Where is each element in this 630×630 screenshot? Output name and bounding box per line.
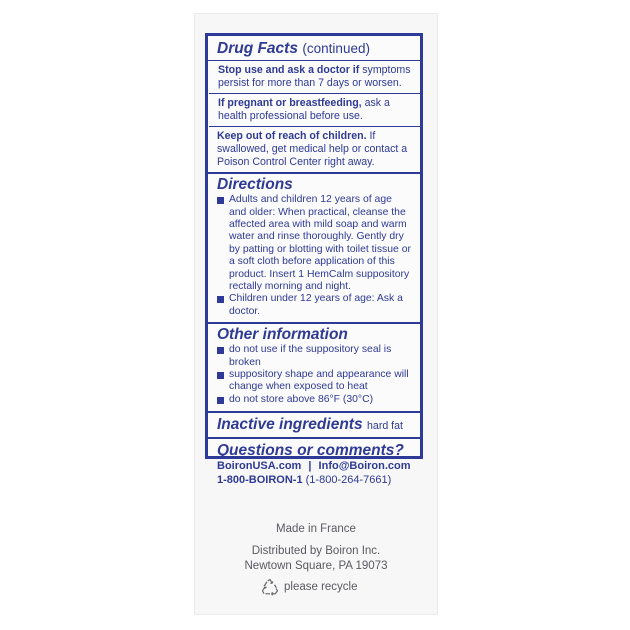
- bullet-square-icon: [217, 347, 224, 354]
- questions-section: [208, 439, 420, 490]
- bullet-square-icon: [217, 197, 224, 204]
- pregnant-bold: If pregnant or breastfeeding,: [218, 97, 362, 110]
- stop-use-warning: [209, 61, 420, 94]
- address-label: Newtown Square, PA 19073: [244, 560, 388, 572]
- recycle-row: [261, 578, 358, 596]
- bullet-square-icon: [217, 296, 224, 303]
- directions-item: [217, 194, 412, 293]
- drug-facts-title-suffix: (continued): [302, 41, 370, 56]
- directions-heading: Directions: [217, 176, 293, 194]
- other-information-item: [217, 394, 412, 406]
- inactive-ingredients-heading: Inactive ingredients: [217, 416, 363, 434]
- other-information-heading: Other information: [217, 326, 348, 344]
- inactive-ingredients-section: [208, 413, 420, 439]
- distributor-label: Distributed by Boiron Inc.: [251, 545, 381, 557]
- stop-use-text: symptoms persist for more than 7 days or worsen.: [218, 64, 411, 89]
- directions-item-text: Adults and children 12 years of age and older: When practical, cleanse the affected area with mild soap and warm water and rinse thoroughly. Gently dry by patting or blotting with toilet tissue or a soft cloth before application of this product. Insert 1 HemCalm suppository rectally morning and night.: [229, 194, 411, 292]
- stop-use-bold: Stop use and ask a doctor if: [218, 64, 360, 76]
- phone-text: (1-800-264-7661): [305, 474, 392, 487]
- email-link: Info@Boiron.com: [318, 460, 411, 473]
- phone-bold: 1-800-BOIRON-1: [217, 474, 303, 487]
- questions-heading: Questions or comments?: [217, 442, 404, 460]
- other-information-item: [217, 369, 412, 394]
- keep-out-text: If swallowed, get medical help or contact a Poison Control Center right away.: [217, 130, 408, 168]
- phone-line: [217, 473, 412, 487]
- other-information-item-text: do not store above 86°F (30°C): [229, 393, 374, 405]
- bullet-square-icon: [217, 372, 224, 379]
- bullet-square-icon: [217, 397, 224, 404]
- inactive-ingredients-text: hard fat: [367, 420, 403, 433]
- other-information-item-text: do not use if the suppository seal is broken: [229, 344, 392, 368]
- made-in-label: Made in France: [276, 523, 356, 535]
- website-link: BoironUSA.com: [217, 460, 302, 473]
- directions-section: [208, 174, 420, 324]
- drug-facts-box: [205, 33, 423, 487]
- drug-facts-title: Drug Facts: [217, 40, 298, 57]
- pregnant-warning: [209, 94, 420, 127]
- drug-facts-title-row: [208, 38, 420, 61]
- directions-item-text: Children under 12 years of age: Ask a doctor.: [229, 293, 403, 317]
- contact-line: [217, 459, 412, 473]
- directions-item: [217, 293, 412, 318]
- other-information-item: [217, 344, 412, 369]
- other-information-item-text: suppository shape and appearance will change when exposed to heat: [229, 369, 409, 393]
- other-information-section: [208, 324, 420, 413]
- recycle-icon: [261, 578, 279, 596]
- drug-facts-section: [208, 36, 420, 174]
- keep-out-bold: Keep out of reach of children.: [217, 130, 367, 143]
- pregnant-text: ask a health professional before use.: [218, 97, 390, 122]
- recycle-label: please recycle: [284, 581, 358, 593]
- contact-separator: |: [308, 460, 312, 473]
- keep-out-warning: [217, 127, 412, 172]
